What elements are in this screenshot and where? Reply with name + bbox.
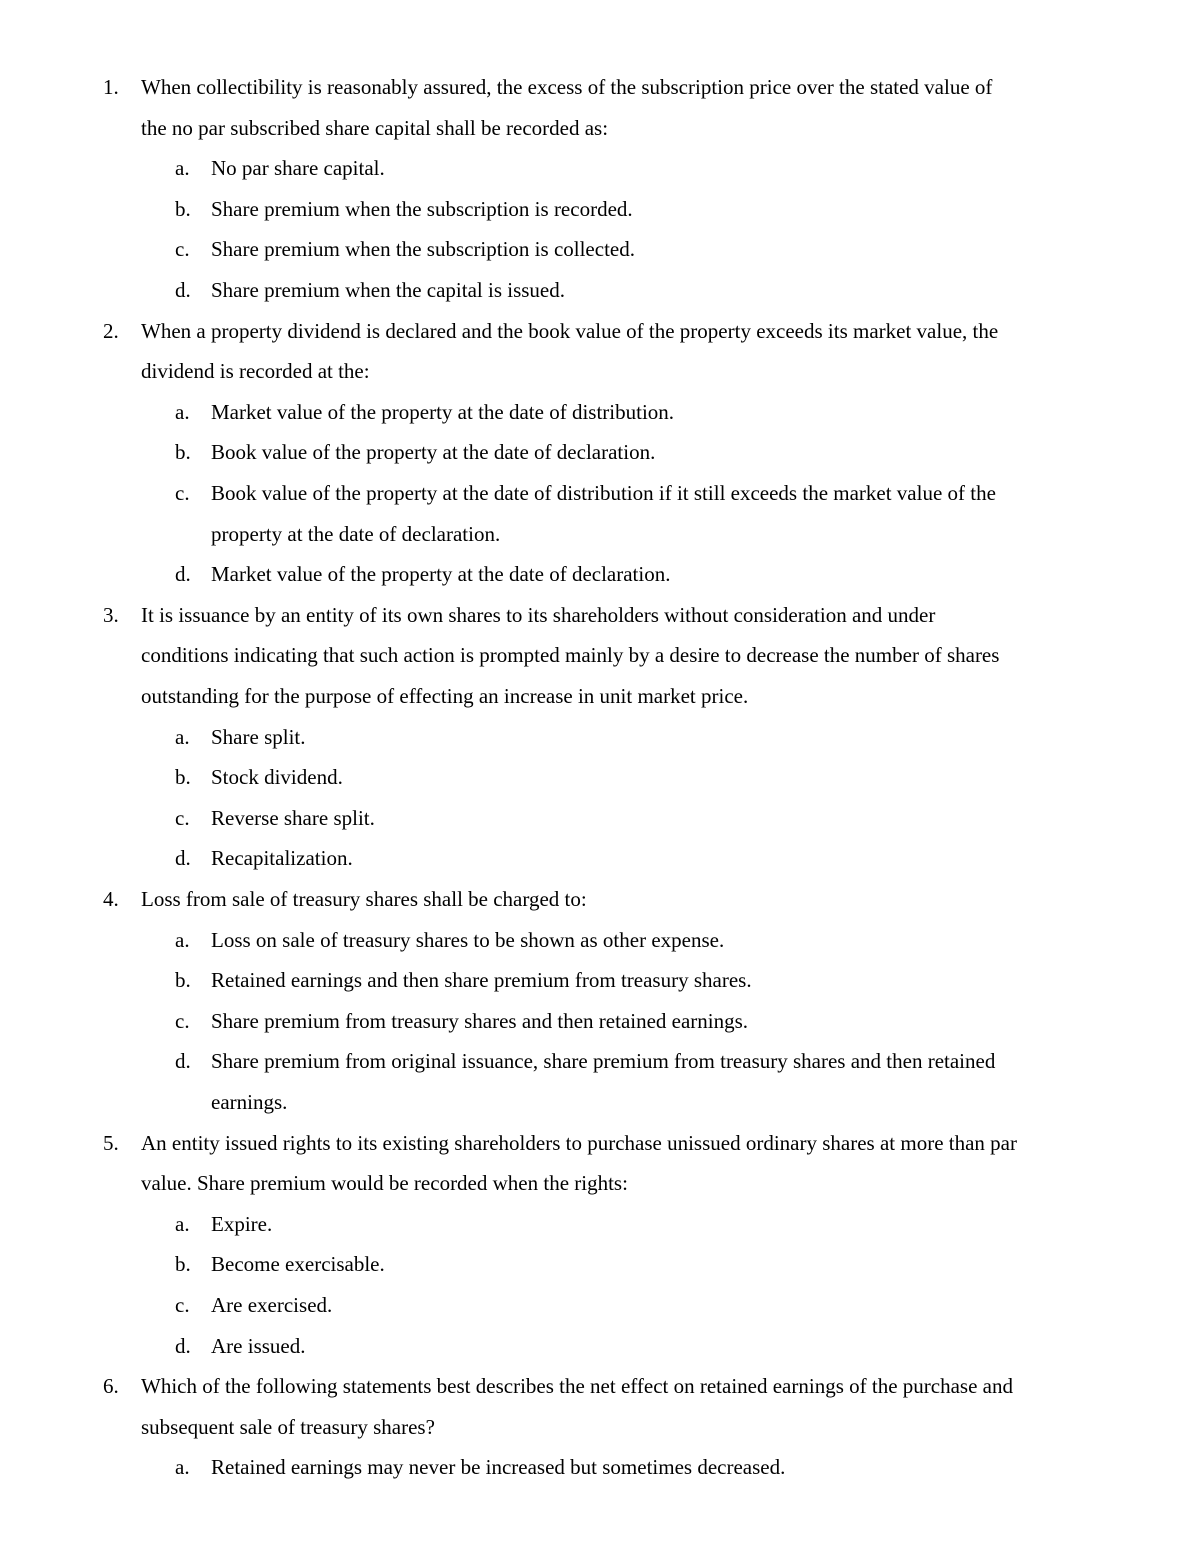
option-text: Stock dividend. [211, 765, 343, 789]
question-number: 5. [103, 1131, 119, 1155]
option-text: Become exercisable. [211, 1252, 385, 1276]
option-letter: c. [175, 1009, 190, 1033]
question-number: 2. [103, 319, 119, 343]
option-text: Book value of the property at the date of declaration. [211, 440, 656, 464]
option-text: Share premium from original issuance, share premium from treasury shares and then retained [211, 1049, 996, 1073]
option-text: Market value of the property at the date of distribution. [211, 400, 675, 424]
option-text: Share premium when the subscription is collected. [211, 237, 635, 261]
option-text: Retained earnings and then share premium from treasury shares. [211, 968, 752, 992]
question-text: When a property dividend is declared and the book value of the property exceeds its market value, the [141, 319, 999, 343]
option-letter: b. [175, 1252, 191, 1276]
question-text: the no par subscribed share capital shall be recorded as: [141, 116, 609, 140]
question-number: 6. [103, 1374, 119, 1398]
option-letter: d. [175, 1049, 191, 1073]
option-text: Loss on sale of treasury shares to be shown as other expense. [211, 928, 725, 952]
option-text: No par share capital. [211, 156, 385, 180]
option-text: Share premium when the capital is issued. [211, 278, 565, 302]
option-text: Are exercised. [211, 1293, 333, 1317]
option-text: Expire. [211, 1212, 273, 1236]
option-text: Reverse share split. [211, 806, 375, 830]
option-letter: d. [175, 278, 191, 302]
option-letter: d. [175, 1334, 191, 1358]
option-text: property at the date of declaration. [211, 522, 501, 546]
question-number: 3. [103, 603, 119, 627]
question-text: value. Share premium would be recorded when the rights: [141, 1171, 628, 1195]
question-text: It is issuance by an entity of its own shares to its shareholders without consideration and under [141, 603, 936, 627]
option-text: earnings. [211, 1090, 288, 1114]
option-text: Share premium when the subscription is recorded. [211, 197, 633, 221]
option-letter: a. [175, 1212, 190, 1236]
option-text: Retained earnings may never be increased but sometimes decreased. [211, 1455, 786, 1479]
option-letter: c. [175, 1293, 190, 1317]
option-letter: a. [175, 1455, 190, 1479]
option-letter: b. [175, 968, 191, 992]
question-number: 1. [103, 75, 119, 99]
question-text: Loss from sale of treasury shares shall be charged to: [141, 887, 587, 911]
option-text: Share premium from treasury shares and then retained earnings. [211, 1009, 749, 1033]
question-text: When collectibility is reasonably assured, the excess of the subscription price over the stated value of [141, 75, 993, 99]
question-number: 4. [103, 887, 119, 911]
question-text: dividend is recorded at the: [141, 359, 370, 383]
option-letter: c. [175, 481, 190, 505]
option-letter: a. [175, 156, 190, 180]
option-letter: b. [175, 197, 191, 221]
option-letter: c. [175, 237, 190, 261]
option-letter: a. [175, 400, 190, 424]
question-text: conditions indicating that such action is prompted mainly by a desire to decrease the number of shares [141, 643, 1000, 667]
option-letter: d. [175, 846, 191, 870]
option-text: Recapitalization. [211, 846, 353, 870]
question-text: An entity issued rights to its existing shareholders to purchase unissued ordinary shares at more than par [141, 1131, 1017, 1155]
option-text: Share split. [211, 725, 306, 749]
option-text: Market value of the property at the date of declaration. [211, 562, 671, 586]
option-letter: b. [175, 765, 191, 789]
option-letter: c. [175, 806, 190, 830]
option-letter: a. [175, 928, 190, 952]
option-text: Book value of the property at the date of distribution if it still exceeds the market value of the [211, 481, 996, 505]
option-text: Are issued. [211, 1334, 306, 1358]
question-text: outstanding for the purpose of effecting an increase in unit market price. [141, 684, 749, 708]
option-letter: d. [175, 562, 191, 586]
option-letter: b. [175, 440, 191, 464]
question-text: Which of the following statements best describes the net effect on retained earnings of the purchase and [141, 1374, 1013, 1398]
question-text: subsequent sale of treasury shares? [141, 1415, 435, 1439]
option-letter: a. [175, 725, 190, 749]
